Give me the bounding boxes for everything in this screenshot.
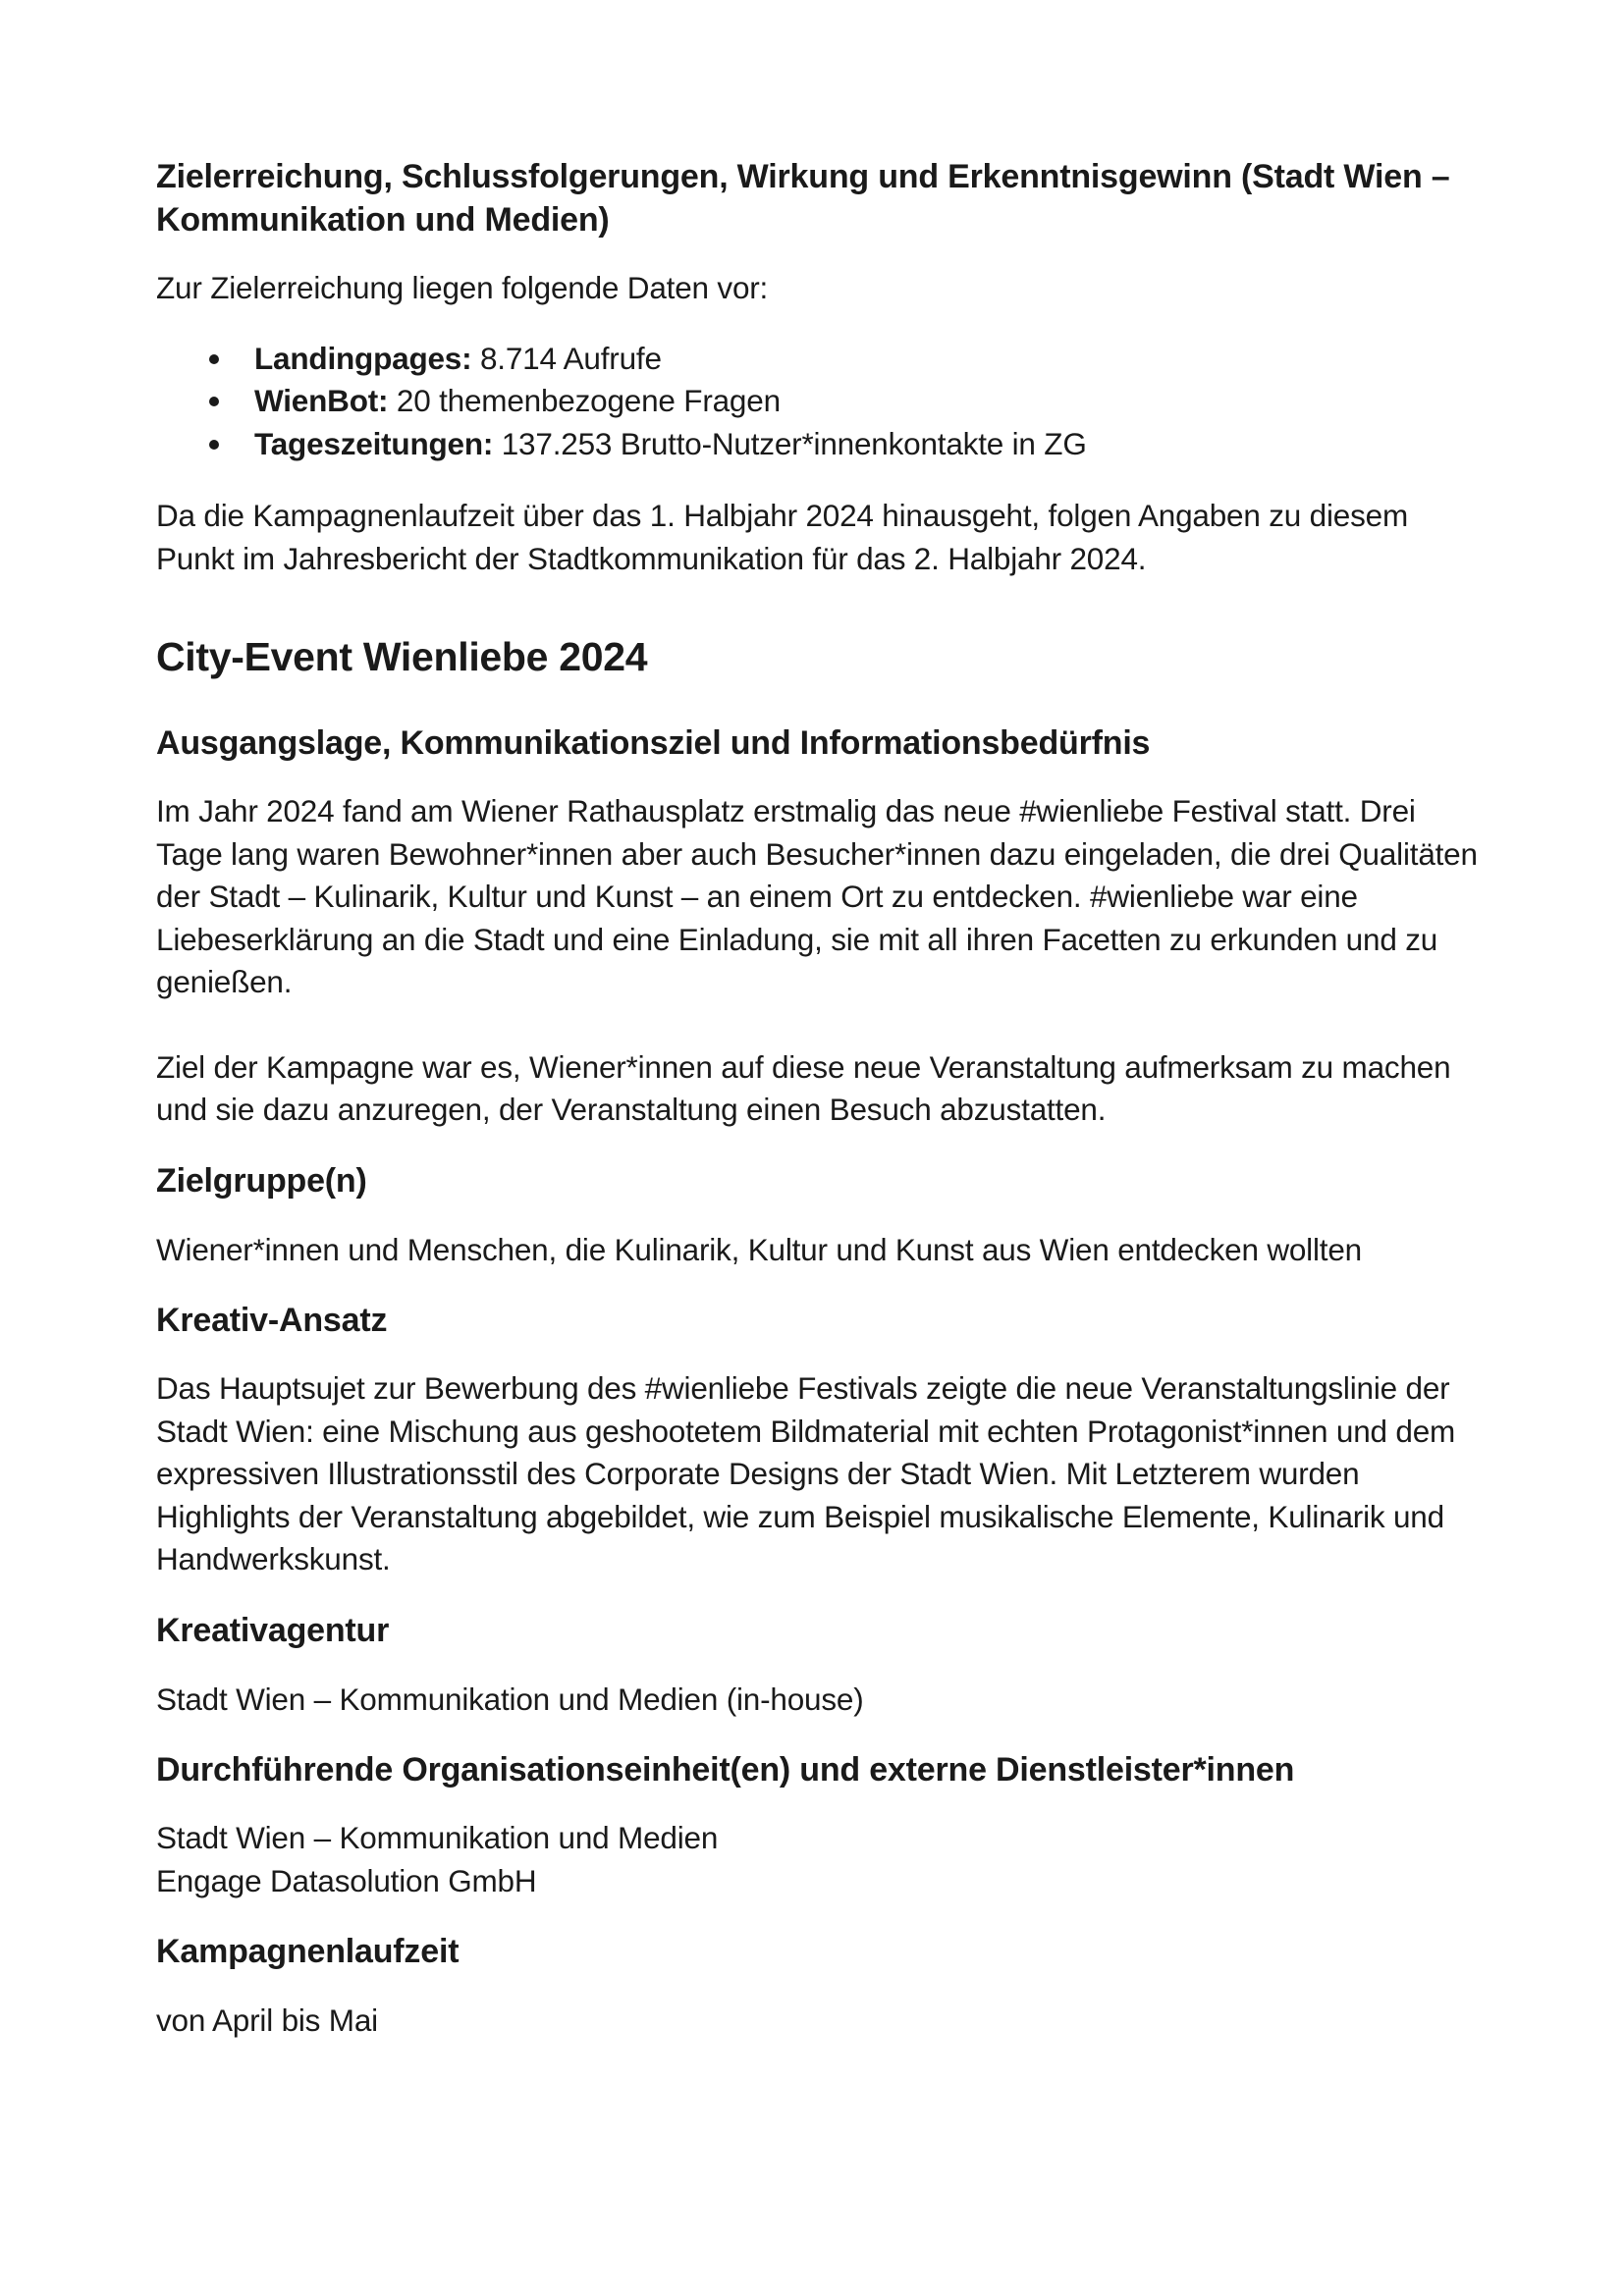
section-heading-zielgruppe: Zielgruppe(n) — [156, 1161, 367, 1200]
section-heading-kampagnenlaufzeit: Kampagnenlaufzeit — [156, 1933, 460, 1970]
section-heading-zielerreichung: Zielerreichung, Schlussfolgerungen, Wirkung und Erkenntnisgewinn (Stadt Wien – Kommunikation und Medien) — [156, 158, 1450, 239]
zielerreichung-intro: Zur Zielerreichung liegen folgende Daten vor: — [156, 270, 769, 305]
zielgruppe-text: Wiener*innen und Menschen, die Kulinarik, Kultur und Kunst aus Wien entdecken wollten — [156, 1231, 1362, 1267]
list-item-label: Landingpages: — [254, 340, 472, 376]
ausgangslage-paragraph-1: Im Jahr 2024 fand am Wiener Rathausplatz erstmalig das neue #wienliebe Festival statt. Drei Tage lang waren Bewohner*innen aber auch Besucher*innen dazu eingeladen, die drei Qualitäten der Stadt – Kulinarik, Kultur und Kunst – an einem Ort zu entdecken. #wienliebe war eine Liebeserklärung an die Stadt und eine Einladung, sie mit all ihren Facetten zu erkunden und zu genießen. — [156, 793, 1478, 999]
zielerreichung-note: Da die Kampagnenlaufzeit über das 1. Halbjahr 2024 hinausgeht, folgen Angaben zu diesem Punkt im Jahresbericht der Stadtkommunikation für das 2. Halbjahr 2024. — [156, 498, 1409, 576]
list-item-label: WienBot: — [254, 383, 389, 418]
bullet-icon — [209, 354, 219, 364]
list-item-value: 8.714 Aufrufe — [471, 340, 662, 376]
list-item-value: 137.253 Brutto-Nutzer*innenkontakte in ZG — [493, 425, 1087, 461]
section-heading-kreativagentur: Kreativagentur — [156, 1611, 390, 1649]
list-item-label: Tageszeitungen: — [254, 425, 494, 461]
section-heading-durchfuehrende: Durchführende Organisationseinheit(en) und externe Dienstleister*innen — [156, 1751, 1295, 1789]
section-heading-ausgangslage: Ausgangslage, Kommunikationsziel und Informationsbedürfnis — [156, 724, 1151, 762]
document-page — [156, 155, 1487, 2043]
zielerreichung-list — [156, 338, 1487, 466]
list-item — [156, 380, 1487, 423]
list-item — [156, 423, 1487, 466]
kreativ-ansatz-text: Das Hauptsujet zur Bewerbung des #wienliebe Festivals zeigte die neue Veranstaltungslinie der Stadt Wien: eine Mischung aus geshootetem Bildmaterial mit echten Protagonist*innen und dem expressiven Illustrationsstil des Corporate Designs der Stadt Wien. Mit Letzterem wurden Highlights der Veranstaltung abgebildet, wie zum Beispiel musikalische Elemente, Kulinarik und Handwerkskunst. — [156, 1370, 1456, 1576]
page-title: City-Event Wienliebe 2024 — [156, 634, 648, 679]
ausgangslage-paragraph-2: Ziel der Kampagne war es, Wiener*innen auf diese neue Veranstaltung aufmerksam zu machen und sie dazu anzuregen, der Veranstaltung einen Besuch abzustatten. — [156, 1048, 1451, 1127]
bullet-icon — [209, 397, 219, 406]
durchfuehrende-line-2: Engage Datasolution GmbH — [156, 1862, 537, 1898]
kampagnenlaufzeit-text: von April bis Mai — [156, 2002, 378, 2038]
list-item-value: 20 themenbezogene Fragen — [388, 383, 781, 418]
bullet-icon — [209, 440, 219, 450]
list-item — [156, 338, 1487, 381]
durchfuehrende-line-1: Stadt Wien – Kommunikation und Medien — [156, 1820, 719, 1855]
kreativagentur-text: Stadt Wien – Kommunikation und Medien (in-house) — [156, 1681, 864, 1717]
section-heading-kreativ-ansatz: Kreativ-Ansatz — [156, 1302, 388, 1339]
